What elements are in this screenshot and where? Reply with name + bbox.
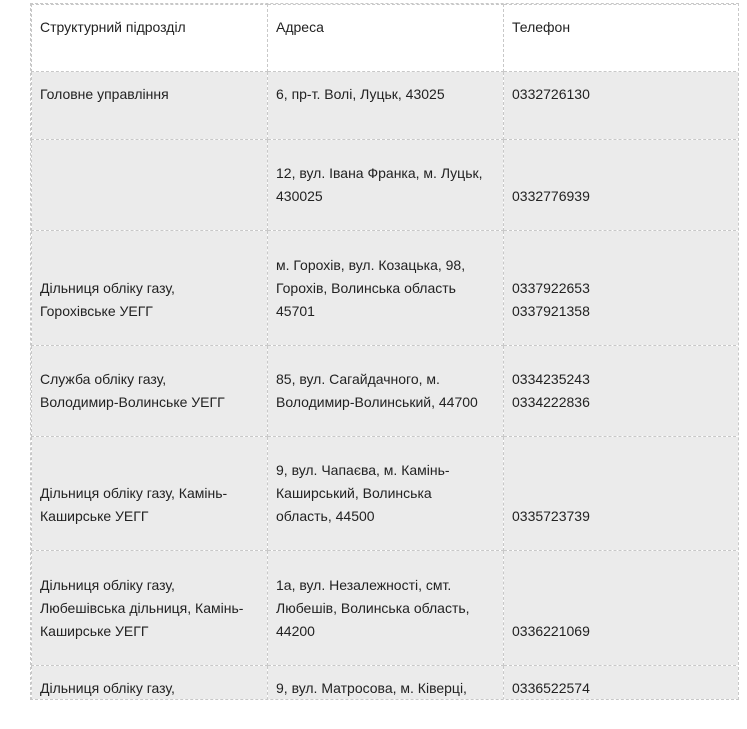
unit-cell	[32, 72, 268, 140]
phone-number: 0336221069	[512, 622, 590, 639]
unit-text: Головне управління	[40, 86, 169, 102]
address-cell	[268, 437, 504, 551]
phone-cell	[504, 437, 740, 551]
table-row	[32, 346, 740, 437]
address-cell	[268, 72, 504, 140]
address-cell	[268, 140, 504, 231]
phone-spacer	[512, 162, 732, 185]
address-text: 9, вул. Матросова, м. Ківерці,	[276, 680, 467, 696]
address-text: 85, вул. Сагайдачного, м.	[276, 371, 440, 387]
address-text: область, 44500	[276, 508, 375, 524]
phone-number: 0334235243	[512, 371, 590, 387]
phone-spacer	[512, 459, 732, 482]
phone-spacer	[512, 574, 732, 597]
phone-number: 0336522574	[512, 680, 590, 696]
column-header-unit: Структурний підрозділ	[32, 5, 268, 72]
table-row	[32, 666, 740, 701]
table-row	[32, 437, 740, 551]
address-text: 44200	[276, 622, 315, 639]
address-text: 45701	[276, 302, 315, 319]
address-text: Любешів, Волинська область,	[276, 599, 470, 616]
address-cell	[268, 666, 504, 701]
address-text: Каширський, Волинська	[276, 485, 432, 501]
table-row	[32, 231, 740, 346]
unit-spacer	[40, 459, 259, 482]
unit-text: Горохівське УЕГГ	[40, 302, 153, 319]
phone-cell	[504, 666, 740, 701]
unit-cell	[32, 666, 268, 701]
address-text: Горохів, Волинська область	[276, 279, 456, 296]
address-cell	[268, 231, 504, 346]
unit-text: Служба обліку газу,	[40, 371, 167, 387]
unit-text: Каширське УЕГГ	[40, 508, 149, 524]
table-row	[32, 72, 740, 140]
phone-number: 0332726130	[512, 86, 590, 102]
phone-cell	[504, 72, 740, 140]
phone-cell	[504, 140, 740, 231]
address-text: 1а, вул. Незалежності, смт.	[276, 576, 452, 593]
phone-cell	[504, 551, 740, 666]
phone-number: 0335723739	[512, 508, 590, 524]
address-cell	[268, 346, 504, 437]
unit-text: Каширське УЕГГ	[40, 622, 149, 639]
unit-text: Дільниця обліку газу,	[40, 576, 175, 593]
address-text: м. Горохів, вул. Козацька, 98,	[276, 256, 466, 273]
unit-cell	[32, 437, 268, 551]
unit-text: Дільниця обліку газу,	[40, 279, 175, 296]
unit-cell	[32, 346, 268, 437]
address-text: 9, вул. Чапаєва, м. Камінь-	[276, 462, 450, 478]
address-text: 12, вул. Івана Франка, м. Луцьк,	[276, 165, 483, 181]
address-text: 6, пр-т. Волі, Луцьк, 43025	[276, 86, 445, 102]
column-header-phone: Телефон	[504, 5, 740, 72]
address-text: Володимир-Волинський, 44700	[276, 394, 478, 410]
unit-cell	[32, 551, 268, 666]
unit-text: Володимир-Волинське УЕГГ	[40, 394, 225, 410]
unit-text: Дільниця обліку газу, Камінь-	[40, 485, 228, 501]
unit-text: Любешівська дільниця, Камінь-	[40, 599, 244, 616]
unit-text: Дільниця обліку газу,	[40, 680, 175, 696]
phone-number: 0334222836	[512, 394, 590, 410]
phone-number: 0337922653	[512, 279, 590, 296]
column-header-address: Адреса	[268, 5, 504, 72]
unit-cell	[32, 231, 268, 346]
contacts-table	[31, 4, 739, 700]
contacts-table-container	[30, 3, 739, 700]
phone-cell	[504, 231, 740, 346]
table-header-row	[32, 5, 740, 72]
table-row	[32, 140, 740, 231]
address-cell	[268, 551, 504, 666]
phone-number: 0337921358	[512, 302, 590, 319]
phone-number: 0332776939	[512, 188, 590, 204]
unit-cell	[32, 140, 268, 231]
table-row	[32, 551, 740, 666]
address-text: 430025	[276, 188, 323, 204]
phone-cell	[504, 346, 740, 437]
phone-spacer	[512, 254, 732, 277]
unit-spacer	[40, 254, 259, 277]
phone-spacer	[512, 597, 732, 620]
phone-spacer	[512, 482, 732, 505]
